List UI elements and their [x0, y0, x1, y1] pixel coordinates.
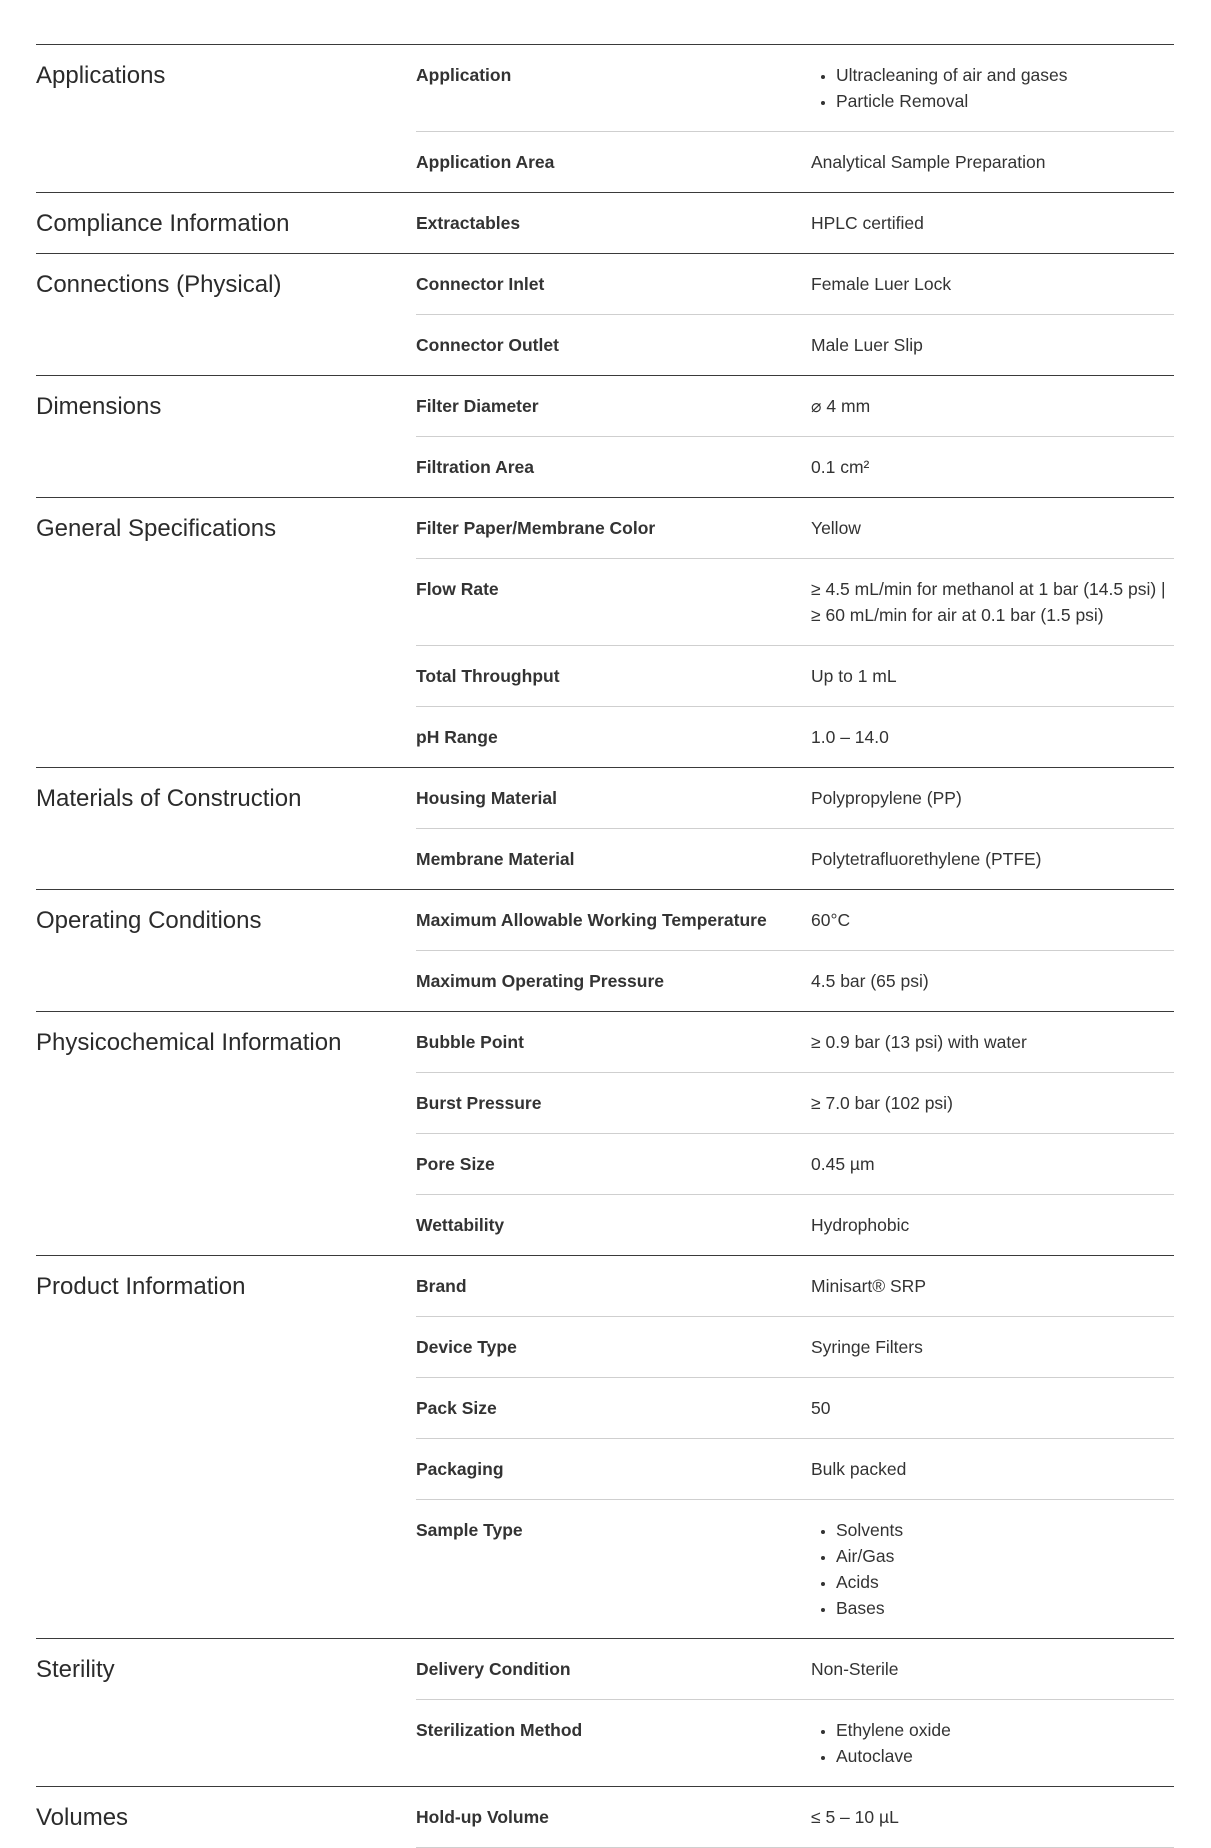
spec-rows [416, 1639, 1174, 1786]
spec-value: Analytical Sample Preparation [811, 152, 1046, 172]
spec-row-application-area [416, 131, 1174, 192]
spec-value: Yellow [811, 518, 861, 538]
spec-value: ≥ 7.0 bar (102 psi) [811, 1093, 953, 1113]
spec-label: Delivery Condition [416, 1659, 571, 1679]
spec-row-delivery-condition [416, 1639, 1174, 1699]
spec-rows [416, 1012, 1174, 1255]
spec-value: ≥ 0.9 bar (13 psi) with water [811, 1032, 1027, 1052]
list-item: • Autoclave [836, 1743, 1174, 1769]
spec-value: Non-Sterile [811, 1659, 899, 1679]
spec-label: Filter Diameter [416, 396, 539, 416]
spec-group-product-information [36, 1255, 1174, 1638]
group-title: Applications [36, 62, 166, 89]
spec-row-pore-size [416, 1133, 1174, 1194]
spec-row-maximum-allowable-working-temperature [416, 890, 1174, 950]
spec-rows [416, 254, 1174, 375]
group-title: Materials of Construction [36, 785, 302, 812]
spec-label: Total Throughput [416, 666, 560, 686]
spec-value: 0.45 µm [811, 1154, 875, 1174]
spec-group-physicochemical-information [36, 1011, 1174, 1255]
spec-value: Male Luer Slip [811, 335, 923, 355]
spec-value [811, 1717, 1174, 1769]
specifications-table [36, 44, 1174, 1848]
spec-row-flow-rate [416, 558, 1174, 645]
spec-row-packaging [416, 1438, 1174, 1499]
spec-label: Bubble Point [416, 1032, 524, 1052]
spec-group-sterility [36, 1638, 1174, 1786]
spec-rows [416, 376, 1174, 497]
spec-value-line: ≥ 4.5 mL/min for methanol at 1 bar (14.5 psi) | [811, 579, 1166, 599]
spec-value: ⌀ 4 mm [811, 396, 871, 416]
spec-row-device-type [416, 1316, 1174, 1377]
list-item: • Bases [836, 1595, 1174, 1621]
spec-row-filter-paper-membrane-color [416, 498, 1174, 558]
spec-rows [416, 1256, 1174, 1638]
spec-row-wettability [416, 1194, 1174, 1255]
spec-group-operating-conditions [36, 889, 1174, 1011]
group-title: Connections (Physical) [36, 271, 282, 298]
spec-rows [416, 768, 1174, 889]
group-title: Dimensions [36, 393, 162, 420]
spec-label: Sample Type [416, 1520, 523, 1540]
group-title: Volumes [36, 1804, 129, 1831]
spec-group-volumes [36, 1786, 1174, 1847]
spec-group-materials-of-construction [36, 767, 1174, 889]
spec-value [811, 576, 1174, 628]
spec-group-connections-physical [36, 253, 1174, 375]
spec-value: Hydrophobic [811, 1215, 910, 1235]
spec-value: Polypropylene (PP) [811, 788, 962, 808]
spec-value: Up to 1 mL [811, 666, 897, 686]
list-item: • Particle Removal [836, 88, 1174, 114]
list-item: • Ultracleaning of air and gases [836, 62, 1174, 88]
spec-row-ph-range [416, 706, 1174, 767]
spec-row-total-throughput [416, 645, 1174, 706]
spec-value: 50 [811, 1398, 831, 1418]
spec-value-list [811, 62, 1174, 114]
spec-label: Packaging [416, 1459, 504, 1479]
spec-label: Housing Material [416, 788, 557, 808]
group-title: Product Information [36, 1273, 246, 1300]
spec-value-list [811, 1517, 1174, 1621]
spec-label: Membrane Material [416, 849, 575, 869]
spec-rows [416, 193, 1174, 253]
spec-row-housing-material [416, 768, 1174, 828]
spec-value-list [811, 1717, 1174, 1769]
spec-value: Polytetrafluorethylene (PTFE) [811, 849, 1042, 869]
list-item: • Solvents [836, 1517, 1174, 1543]
spec-label: Connector Outlet [416, 335, 559, 355]
spec-row-brand [416, 1256, 1174, 1316]
spec-label: Filtration Area [416, 457, 534, 477]
spec-value: Syringe Filters [811, 1337, 923, 1357]
spec-label: Filter Paper/Membrane Color [416, 518, 656, 538]
group-title: Sterility [36, 1656, 115, 1683]
spec-label: Device Type [416, 1337, 517, 1357]
spec-group-dimensions [36, 375, 1174, 497]
spec-rows [416, 890, 1174, 1011]
spec-label: Wettability [416, 1215, 505, 1235]
spec-value: 0.1 cm² [811, 457, 870, 477]
spec-group-general-specifications [36, 497, 1174, 767]
spec-label: Pack Size [416, 1398, 497, 1418]
spec-label: Maximum Operating Pressure [416, 971, 664, 991]
spec-value: ≤ 5 – 10 µL [811, 1807, 899, 1827]
spec-value: Female Luer Lock [811, 274, 952, 294]
spec-row-sample-type [416, 1499, 1174, 1638]
spec-label: Burst Pressure [416, 1093, 542, 1113]
spec-label: Hold-up Volume [416, 1807, 549, 1827]
spec-row-connector-outlet [416, 314, 1174, 375]
spec-value: 60°C [811, 910, 851, 930]
spec-label: Sterilization Method [416, 1720, 583, 1740]
spec-row-extractables [416, 193, 1174, 253]
spec-label: Connector Inlet [416, 274, 545, 294]
spec-value: 1.0 – 14.0 [811, 727, 889, 747]
spec-rows [416, 498, 1174, 767]
spec-row-connector-inlet [416, 254, 1174, 314]
spec-label: Extractables [416, 213, 521, 233]
spec-value-line: ≥ 60 mL/min for air at 0.1 bar (1.5 psi) [811, 605, 1104, 625]
spec-row-maximum-operating-pressure [416, 950, 1174, 1011]
spec-group-applications [36, 44, 1174, 192]
spec-row-application [416, 45, 1174, 131]
group-title: Compliance Information [36, 210, 290, 237]
spec-row-membrane-material [416, 828, 1174, 889]
spec-label: Pore Size [416, 1154, 495, 1174]
list-item: • Acids [836, 1569, 1174, 1595]
group-title: Physicochemical Information [36, 1029, 342, 1056]
spec-row-filtration-area [416, 436, 1174, 497]
spec-value: 4.5 bar (65 psi) [811, 971, 929, 991]
spec-label: Flow Rate [416, 579, 499, 599]
spec-value [811, 1517, 1174, 1621]
spec-rows [416, 1787, 1174, 1847]
list-item: • Air/Gas [836, 1543, 1174, 1569]
spec-value: Minisart® SRP [811, 1276, 926, 1296]
spec-rows [416, 45, 1174, 192]
spec-row-hold-up-volume [416, 1787, 1174, 1847]
spec-label: Maximum Allowable Working Temperature [416, 910, 767, 930]
spec-label: Brand [416, 1276, 467, 1296]
spec-group-compliance-information [36, 192, 1174, 253]
group-title: General Specifications [36, 515, 277, 542]
spec-value [811, 62, 1174, 114]
spec-row-bubble-point [416, 1012, 1174, 1072]
list-item: • Ethylene oxide [836, 1717, 1174, 1743]
spec-value: HPLC certified [811, 213, 924, 233]
spec-value: Bulk packed [811, 1459, 907, 1479]
spec-row-burst-pressure [416, 1072, 1174, 1133]
spec-label: Application Area [416, 152, 555, 172]
spec-row-filter-diameter [416, 376, 1174, 436]
spec-row-sterilization-method [416, 1699, 1174, 1786]
spec-label: pH Range [416, 727, 498, 747]
group-title: Operating Conditions [36, 907, 262, 934]
spec-row-pack-size [416, 1377, 1174, 1438]
spec-label: Application [416, 65, 512, 85]
